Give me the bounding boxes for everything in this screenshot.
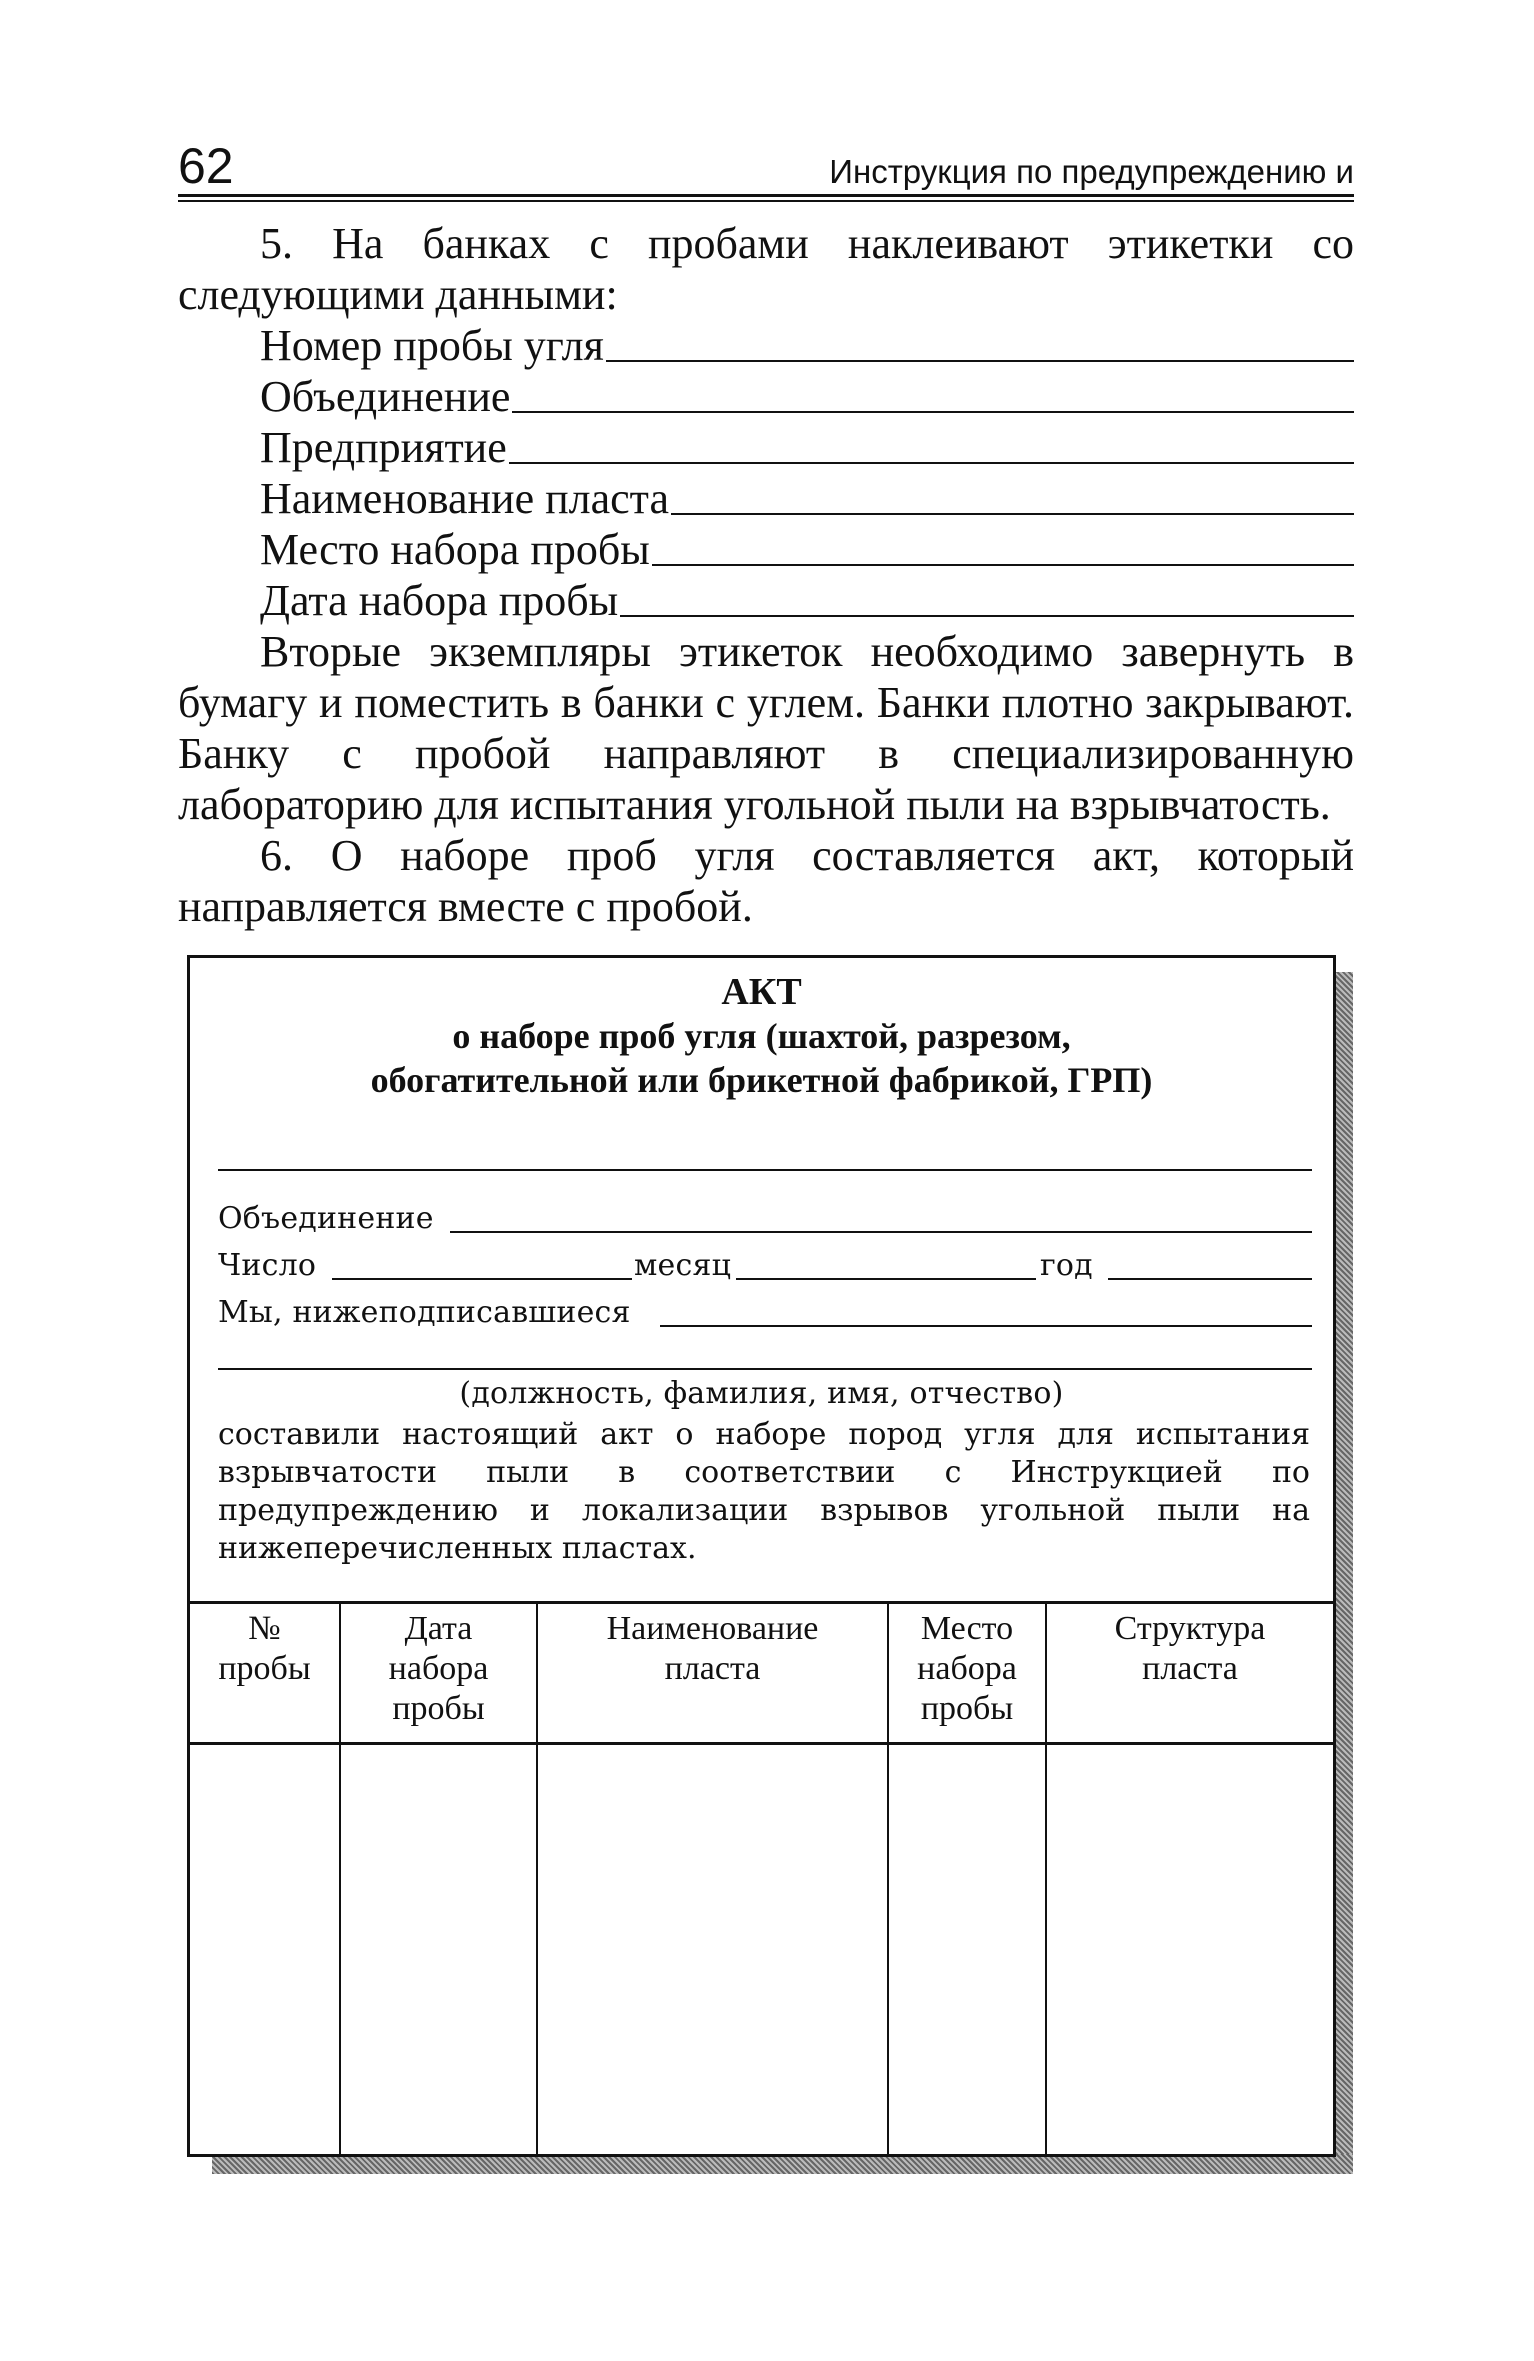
form-title-block — [190, 970, 1333, 1102]
form-shadow — [1333, 972, 1353, 2174]
label-field-name: Номер пробы угля — [260, 321, 604, 370]
header-text: пробы — [218, 1650, 311, 1687]
label-field — [260, 371, 1354, 422]
item-6: 6. О наборе проб угля составляется акт, который направляется вместе с пробой. — [178, 831, 1354, 931]
form-subtitle-1: о наборе проб угля (шахтой, разрезом, — [452, 1016, 1071, 1056]
header-text: пробы — [920, 1690, 1014, 1727]
caption-position: (должность, фамилия, имя, отчество) — [459, 1376, 1064, 1411]
fill-line — [512, 409, 1354, 413]
page-header — [178, 138, 1354, 194]
table-header-row — [190, 1609, 1333, 1739]
header-text: пласта — [664, 1650, 761, 1687]
blank-line — [218, 1368, 1312, 1370]
field-day-label: Число — [218, 1248, 317, 1283]
form-subtitle-2: обогатительной или брикетной фабрикой, ГРП) — [370, 1060, 1153, 1100]
label-field — [260, 473, 1354, 524]
header-text: набора — [917, 1650, 1017, 1687]
header-text: набора — [388, 1650, 489, 1687]
field-year-label: год — [1040, 1248, 1093, 1283]
header-rule — [178, 194, 1354, 197]
label-field-name: Предприятие — [260, 423, 507, 472]
item-5-intro: 5. На банках с пробами наклеивают этикетки со следующими данными: — [178, 219, 1354, 319]
label-field-name: Дата набора пробы — [260, 576, 619, 625]
table-header-cell — [538, 1609, 887, 1689]
blank-line — [218, 1169, 1312, 1171]
table-header-cell — [190, 1609, 339, 1689]
field-undersigned-label: Мы, нижеподписавшиеся — [218, 1295, 631, 1330]
act-form — [187, 955, 1336, 2157]
label-field — [260, 575, 1354, 626]
form-title: АКТ — [721, 971, 802, 1013]
header-text: пробы — [392, 1690, 485, 1727]
field-month-label: месяц — [634, 1248, 732, 1283]
header-text: Место — [920, 1610, 1014, 1647]
header-text: № — [248, 1610, 281, 1647]
header-text: Структура — [1114, 1610, 1266, 1647]
table-header-cell — [889, 1609, 1045, 1729]
label-field — [260, 320, 1354, 371]
undersigned-line — [660, 1325, 1312, 1327]
paragraph-2: Вторые экземпляры этикеток необходимо завернуть в бумагу и поместить в банки с углем. Банки плотно закрывают. Банку с пробой направляют в специализированную лабораторию для испытания угольной пыли на взрывчатость. — [178, 627, 1354, 829]
page-number: 62 — [178, 138, 234, 194]
header-text: Наименование — [606, 1610, 819, 1647]
header-text: Дата — [404, 1610, 473, 1647]
label-field-name: Объединение — [260, 372, 511, 421]
fill-line — [620, 613, 1354, 617]
fill-line — [652, 562, 1354, 566]
label-field — [260, 524, 1354, 575]
fill-line — [671, 511, 1354, 515]
association-line — [450, 1231, 1312, 1233]
body-text — [178, 218, 1354, 932]
header-text: пласта — [1142, 1650, 1238, 1687]
table-header-cell — [341, 1609, 536, 1729]
month-line — [736, 1278, 1036, 1280]
label-field-name: Наименование пласта — [260, 474, 669, 523]
label-field — [260, 422, 1354, 473]
fill-line — [606, 358, 1354, 362]
running-title: Инструкция по предупреждению и — [829, 153, 1354, 190]
form-statement: составили настоящий акт о наборе пород угля для испытания взрывчатости пыли в соответствии с Инструкцией по предупреждению и локализации взрывов угольной пыли на нижеперечисленных пластах. — [218, 1417, 1310, 1566]
table-header-border — [190, 1742, 1333, 1745]
year-line — [1108, 1278, 1312, 1280]
day-line — [332, 1278, 632, 1280]
label-field-name: Место набора пробы — [260, 525, 650, 574]
header-rule-thin — [178, 200, 1354, 202]
table-header-cell — [1047, 1609, 1333, 1689]
field-association-label: Объединение — [218, 1201, 434, 1236]
table-top-border — [190, 1601, 1333, 1604]
form-shadow — [212, 2154, 1353, 2174]
fill-line — [509, 460, 1354, 464]
